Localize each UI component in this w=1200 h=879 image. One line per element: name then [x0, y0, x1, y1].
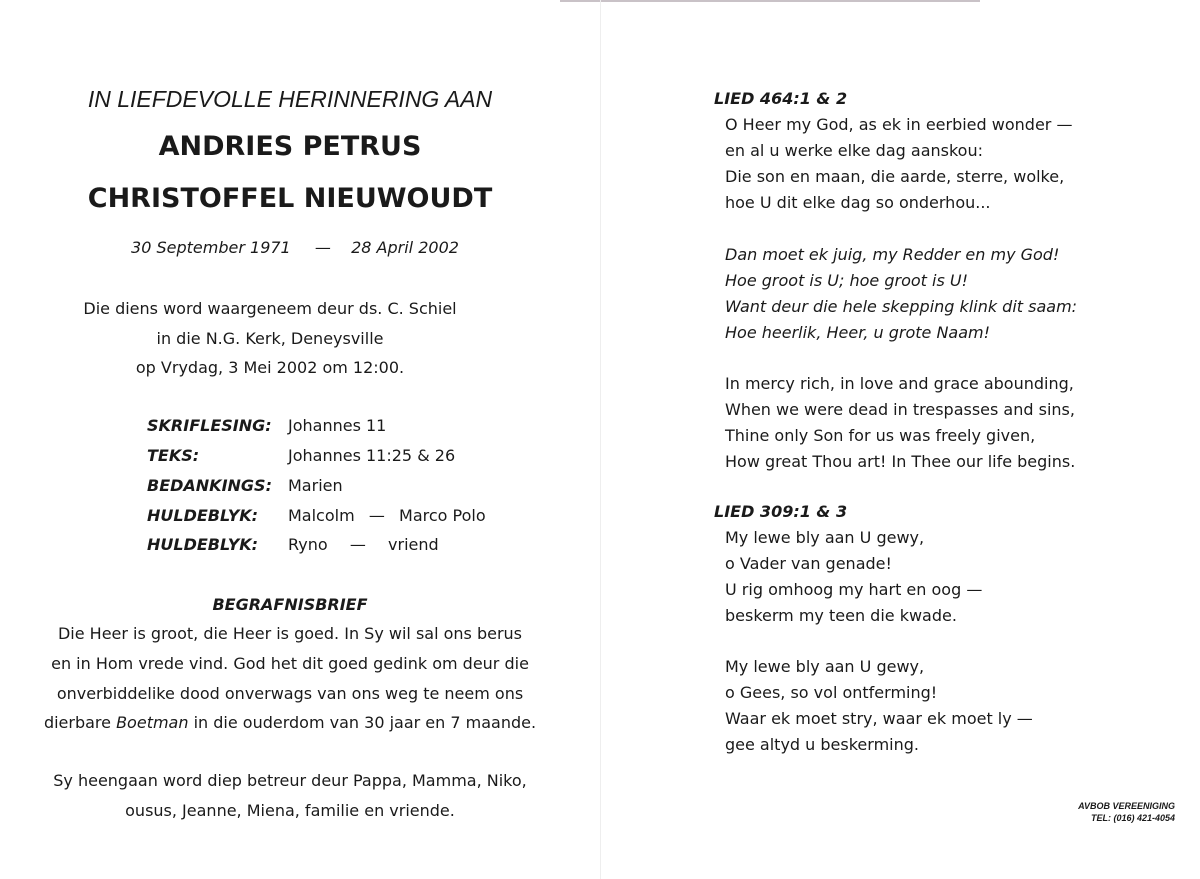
programme-label: HULDEBLYK:: [147, 506, 259, 525]
programme-label: TEKS:: [147, 446, 200, 465]
hymn-line: My lewe bly aan U gewy,: [725, 657, 925, 676]
page-fold: [600, 0, 601, 879]
hymn-line: beskerm my teen die kwade.: [725, 606, 957, 625]
nickname: Boetman: [116, 713, 189, 732]
letter-text: in die ouderdom van 30 jaar en 7 maande.: [188, 713, 537, 732]
hymn-title: LIED 309:1 & 3: [714, 502, 848, 521]
hymn-chorus-line: Hoe heerlik, Heer, u grote Naam!: [725, 323, 991, 342]
hymn-line: My lewe bly aan U gewy,: [725, 528, 925, 547]
programme-value: Johannes 11:25 & 26: [288, 446, 456, 465]
hymn-line: Thine only Son for us was freely given,: [725, 426, 1036, 445]
hymn-line: hoe U dit elke dag so onderhou...: [725, 193, 991, 212]
letter-line: Die Heer is groot, die Heer is goed. In Sy wil sal ons berus: [57, 624, 523, 643]
tribute-speaker: Marco Polo: [399, 506, 486, 525]
letter-title: BEGRAFNISBRIEF: [212, 595, 368, 614]
programme-value: [288, 506, 486, 525]
letter-line: en in Hom vrede vind. God het dit goed gedink om deur die: [51, 654, 529, 673]
programme-value: Marien: [288, 476, 343, 495]
top-edge-line: [560, 0, 980, 2]
tribute-speaker: Ryno: [288, 535, 328, 554]
hymn-line: Waar ek moet stry, waar ek moet ly —: [725, 709, 1033, 728]
hymn-chorus-line: Want deur die hele skepping klink dit saam:: [725, 297, 1078, 316]
deceased-name-line2: CHRISTOFFEL NIEUWOUDT: [87, 183, 493, 214]
hymn-line: How great Thou art! In Thee our life begins.: [725, 452, 1076, 471]
programme-label: SKRIFLESING:: [147, 416, 272, 435]
hymn-chorus-line: Dan moet ek juig, my Redder en my God!: [725, 245, 1060, 264]
hymn-line: O Heer my God, as ek in eerbied wonder —: [725, 115, 1073, 134]
hymn-line: gee altyd u beskerming.: [725, 735, 919, 754]
programme-label: HULDEBLYK:: [147, 535, 259, 554]
deceased-name-line1: ANDRIES PETRUS: [158, 131, 422, 162]
hymn-line: U rig omhoog my hart en oog —: [725, 580, 983, 599]
death-date: 28 April 2002: [351, 238, 459, 257]
service-datetime: op Vrydag, 3 Mei 2002 om 12:00.: [135, 358, 405, 377]
funeral-company-phone: TEL: (016) 421-4054: [1090, 813, 1175, 823]
hymn-chorus-line: Hoe groot is U; hoe groot is U!: [725, 271, 968, 290]
letter-line: ousus, Jeanne, Miena, familie en vriende.: [125, 801, 455, 820]
funeral-company: AVBOB VEREENIGING: [1078, 801, 1175, 811]
letter-line: onverbiddelike dood onverwags van ons weg te neem ons: [56, 684, 524, 703]
programme-label: BEDANKINGS:: [147, 476, 272, 495]
tribute-separator: —: [349, 535, 366, 554]
service-officiant: Die diens word waargeneem deur ds. C. Schiel: [83, 299, 457, 318]
programme-value: [288, 535, 439, 554]
hymn-line: In mercy rich, in love and grace abounding,: [725, 374, 1074, 393]
hymn-line: o Vader van genade!: [725, 554, 892, 573]
tribute-separator: —: [368, 506, 385, 525]
hymn-line: Die son en maan, die aarde, sterre, wolke,: [725, 167, 1065, 186]
hymn-line: o Gees, so vol ontferming!: [725, 683, 938, 702]
service-venue: in die N.G. Kerk, Deneysville: [156, 329, 384, 348]
letter-text: dierbare: [43, 713, 117, 732]
hymn-line: When we were dead in trespasses and sins,: [725, 400, 1075, 419]
tribute-speaker: Malcolm: [288, 506, 355, 525]
memorial-intro: IN LIEFDEVOLLE HERINNERING AAN: [87, 86, 493, 112]
date-separator: —: [314, 238, 331, 257]
hymn-title: LIED 464:1 & 2: [714, 89, 848, 108]
tribute-relation: vriend: [388, 535, 439, 554]
hymn-line: en al u werke elke dag aanskou:: [725, 141, 983, 160]
programme-value: Johannes 11: [288, 416, 387, 435]
letter-line: Sy heengaan word diep betreur deur Pappa, Mamma, Niko,: [53, 771, 527, 790]
birth-date: 30 September 1971: [131, 238, 291, 257]
life-dates: [0, 238, 590, 257]
letter-line: [20, 713, 560, 732]
